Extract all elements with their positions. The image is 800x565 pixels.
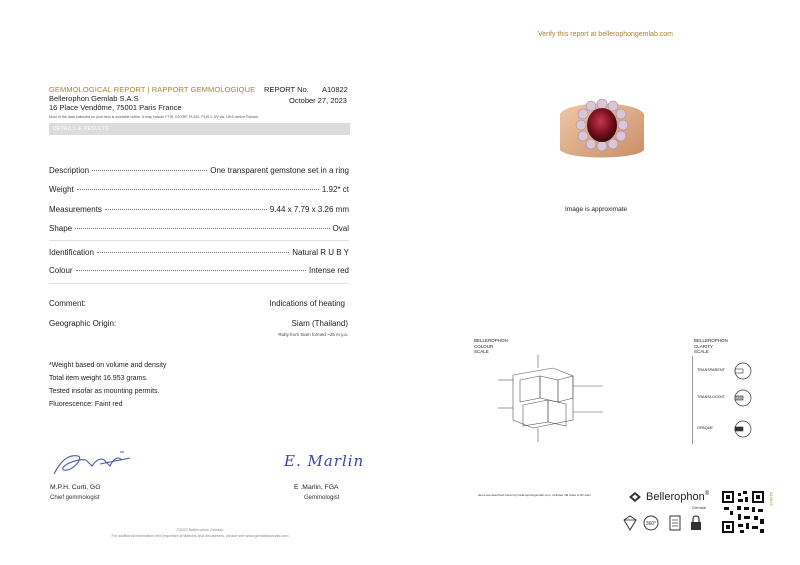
colour-scale-diagram bbox=[478, 350, 638, 455]
dot-leader bbox=[97, 252, 289, 253]
ruby-stone bbox=[587, 108, 617, 142]
dot-leader bbox=[76, 270, 306, 271]
svg-text:360°: 360° bbox=[645, 521, 657, 527]
dot-leader bbox=[92, 170, 207, 171]
signature-curti bbox=[50, 446, 135, 478]
detail-value: 1.92* ct bbox=[321, 185, 349, 194]
signature-marlin: E. Marlin bbox=[284, 452, 365, 470]
document-icon bbox=[670, 516, 680, 530]
feature-icons bbox=[620, 514, 715, 534]
divider bbox=[49, 283, 349, 284]
report-number: A10822 bbox=[322, 85, 348, 94]
clarity-opaque-icon bbox=[732, 419, 754, 439]
detail-value: 9.44 x 7.79 x 3.26 mm bbox=[269, 205, 349, 214]
colour-scale-title: BELLEROPHON COLOUR SCALE bbox=[474, 338, 508, 354]
detail-row-weight bbox=[49, 185, 349, 197]
detail-row-colour bbox=[49, 266, 349, 278]
360-view-icon bbox=[644, 516, 658, 530]
data-disclaimer: Most of the data collected on your item is available online. It may include FTIR, EDXRF, PL532, PL813, UV-vis, LIBS and/or Raman bbox=[49, 115, 258, 119]
report-number-label: REPORT No. bbox=[264, 85, 309, 94]
dot-leader bbox=[75, 228, 329, 229]
clarity-row-opaque: OPAQUE bbox=[694, 418, 754, 440]
clarity-translucent-icon bbox=[732, 388, 754, 408]
detail-row-shape bbox=[49, 224, 349, 236]
detail-value: Natural R U B Y bbox=[292, 248, 349, 257]
brand-name: Bellerophon® bbox=[646, 491, 710, 503]
qr-code-icon[interactable] bbox=[720, 489, 766, 535]
verify-link[interactable]: Verify this report at bellerophongemlab.com bbox=[538, 31, 674, 38]
comment-value: Indications of heating bbox=[269, 299, 345, 308]
company-name: Bellerophon Gemlab S.A.S bbox=[49, 94, 139, 103]
note-line: *Weight based on volume and density bbox=[49, 362, 167, 369]
company-address: 16 Place Vendôme, 75001 Paris France bbox=[49, 103, 182, 112]
signer-role-1: Chief gemmologist bbox=[50, 495, 100, 501]
detail-row-description bbox=[49, 166, 349, 178]
gem-icon bbox=[624, 516, 636, 530]
detail-value: Intense red bbox=[308, 266, 349, 275]
signer-name-1: M.P.H. Curti, GG bbox=[50, 484, 101, 491]
clarity-transparent-icon bbox=[732, 361, 754, 381]
origin-label: Geographic Origin: bbox=[49, 319, 117, 328]
dot-leader bbox=[77, 189, 319, 190]
origin-note: Ruby from Siam formed ~25 m.y.a. bbox=[278, 332, 348, 337]
footer-copyright: ©2023 Bellerophon Gemlab bbox=[176, 528, 224, 532]
report-no-vertical: A10822 bbox=[769, 492, 774, 506]
clarity-row-transparent: TRANSPARENT bbox=[694, 360, 754, 382]
report-title: GEMMOLOGICAL REPORT | RAPPORT GEMMOLOGIQUE bbox=[49, 85, 256, 94]
footer-info: For additional information and important limitations and disclaimers, please see www.gemlabtutorials.com bbox=[111, 534, 289, 538]
comment-label: Comment: bbox=[49, 299, 86, 308]
lock-icon bbox=[691, 516, 701, 530]
detail-value: One transparent gemstone set in a ring bbox=[210, 166, 349, 175]
bellerophon-logo-icon bbox=[628, 491, 642, 503]
detail-label: Identification bbox=[49, 248, 94, 257]
signer-name-2: E .Marlin, FGA bbox=[294, 484, 339, 491]
detail-label: Weight bbox=[49, 185, 74, 194]
divider bbox=[49, 240, 349, 241]
detail-label: Colour bbox=[49, 266, 73, 275]
origin-value: Siam (Thailand) bbox=[291, 319, 348, 328]
ring-image bbox=[558, 92, 646, 162]
dot-leader bbox=[105, 209, 267, 210]
note-line: Fluorescence: Faint red bbox=[49, 401, 123, 408]
image-caption: Image is approximate bbox=[565, 206, 628, 213]
signer-role-2: Gemmologist bbox=[304, 495, 340, 501]
bottom-note: Items are described herein by bellerophongemlab.com, included 4M video & 3D scan bbox=[478, 493, 591, 497]
section-bar: DETAILS & RESULTS bbox=[49, 123, 350, 135]
brand-sub: Gemlab bbox=[692, 505, 707, 510]
clarity-row-translucent: TRANSLUCENT bbox=[694, 387, 754, 409]
clarity-scale-title: BELLEROPHON CLARITY SCALE bbox=[694, 338, 728, 354]
note-line: Total item weight 16.953 grams. bbox=[49, 375, 148, 382]
detail-label: Measurements bbox=[49, 205, 102, 214]
detail-value: Oval bbox=[332, 224, 349, 233]
report-date: October 27, 2023 bbox=[289, 96, 347, 105]
detail-label: Shape bbox=[49, 224, 73, 233]
note-line: Tested insofar as mounting permits. bbox=[49, 388, 160, 395]
detail-row-identification bbox=[49, 248, 349, 260]
notes-block bbox=[49, 359, 166, 411]
detail-row-measurements bbox=[49, 205, 349, 217]
detail-label: Description bbox=[49, 166, 90, 175]
